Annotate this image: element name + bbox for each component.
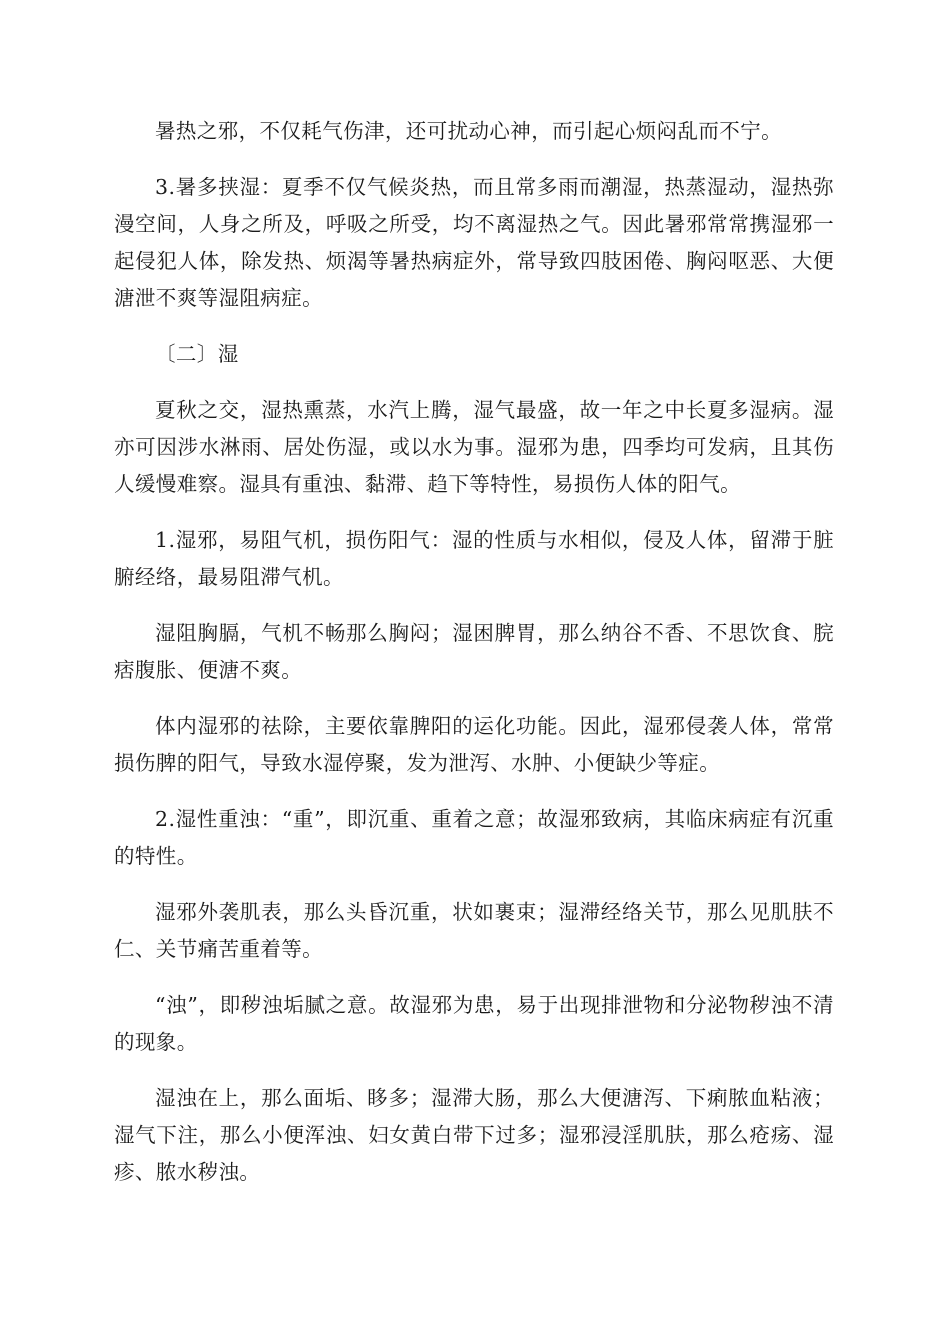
paragraph-summer-heat-mind: 暑热之邪，不仅耗气伤津，还可扰动心神，而引起心烦闷乱而不宁。 <box>155 119 782 143</box>
paragraph-dampness-chest-spleen: 湿阻胸膈，气机不畅那么胸闷；湿困脾胃，那么纳谷不香、不思饮食、脘痞腹胀、便溏不爽。 <box>114 621 834 682</box>
section-heading-dampness: 〔二〕湿 <box>155 342 239 366</box>
paragraph-dampness-surface: 湿邪外袭肌表，那么头昏沉重，状如裹束；湿滞经络关节，那么见肌肤不仁、关节痛苦重着等。 <box>114 900 834 961</box>
paragraph-dampness-spleen-yang: 体内湿邪的祛除，主要依靠脾阳的运化功能。因此，湿邪侵袭人体，常常损伤脾的阳气，导致水湿停聚，发为泄泻、水肿、小便缺少等症。 <box>114 714 834 775</box>
document-body <box>114 113 834 1210</box>
paragraph-dampness-qi-block: 1.湿邪，易阻气机，损伤阳气：湿的性质与水相似，侵及人体，留滞于脏腑经络，最易阻滞气机。 <box>114 528 834 589</box>
paragraph-dampness-turbid: “浊”，即秽浊垢腻之意。故湿邪为患，易于出现排泄物和分泌物秽浊不清的现象。 <box>114 993 834 1054</box>
paragraph-summer-heat-dampness: 3.暑多挟湿：夏季不仅气候炎热，而且常多雨而潮湿，热蒸湿动，湿热弥漫空间，人身之所及，呼吸之所受，均不离湿热之气。因此暑邪常常携湿邪一起侵犯人体，除发热、烦渴等暑热病症外，常导致四肢困倦、胸闷呕恶、大便溏泄不爽等湿阻病症。 <box>114 175 834 310</box>
paragraph-dampness-intro: 夏秋之交，湿热熏蒸，水汽上腾，湿气最盛，故一年之中长夏多湿病。湿亦可因涉水淋雨、居处伤湿，或以水为事。湿邪为患，四季均可发病，且其伤人缓慢难察。湿具有重浊、黏滞、趋下等特性，易损伤人体的阳气。 <box>114 398 834 496</box>
paragraph-dampness-turbid-symptoms: 湿浊在上，那么面垢、眵多；湿滞大肠，那么大便溏泻、下痢脓血粘液；湿气下注，那么小便浑浊、妇女黄白带下过多；湿邪浸淫肌肤，那么疮疡、湿疹、脓水秽浊。 <box>114 1086 834 1184</box>
paragraph-dampness-heavy: 2.湿性重浊：“重”，即沉重、重着之意；故湿邪致病，其临床病症有沉重的特性。 <box>114 807 834 868</box>
